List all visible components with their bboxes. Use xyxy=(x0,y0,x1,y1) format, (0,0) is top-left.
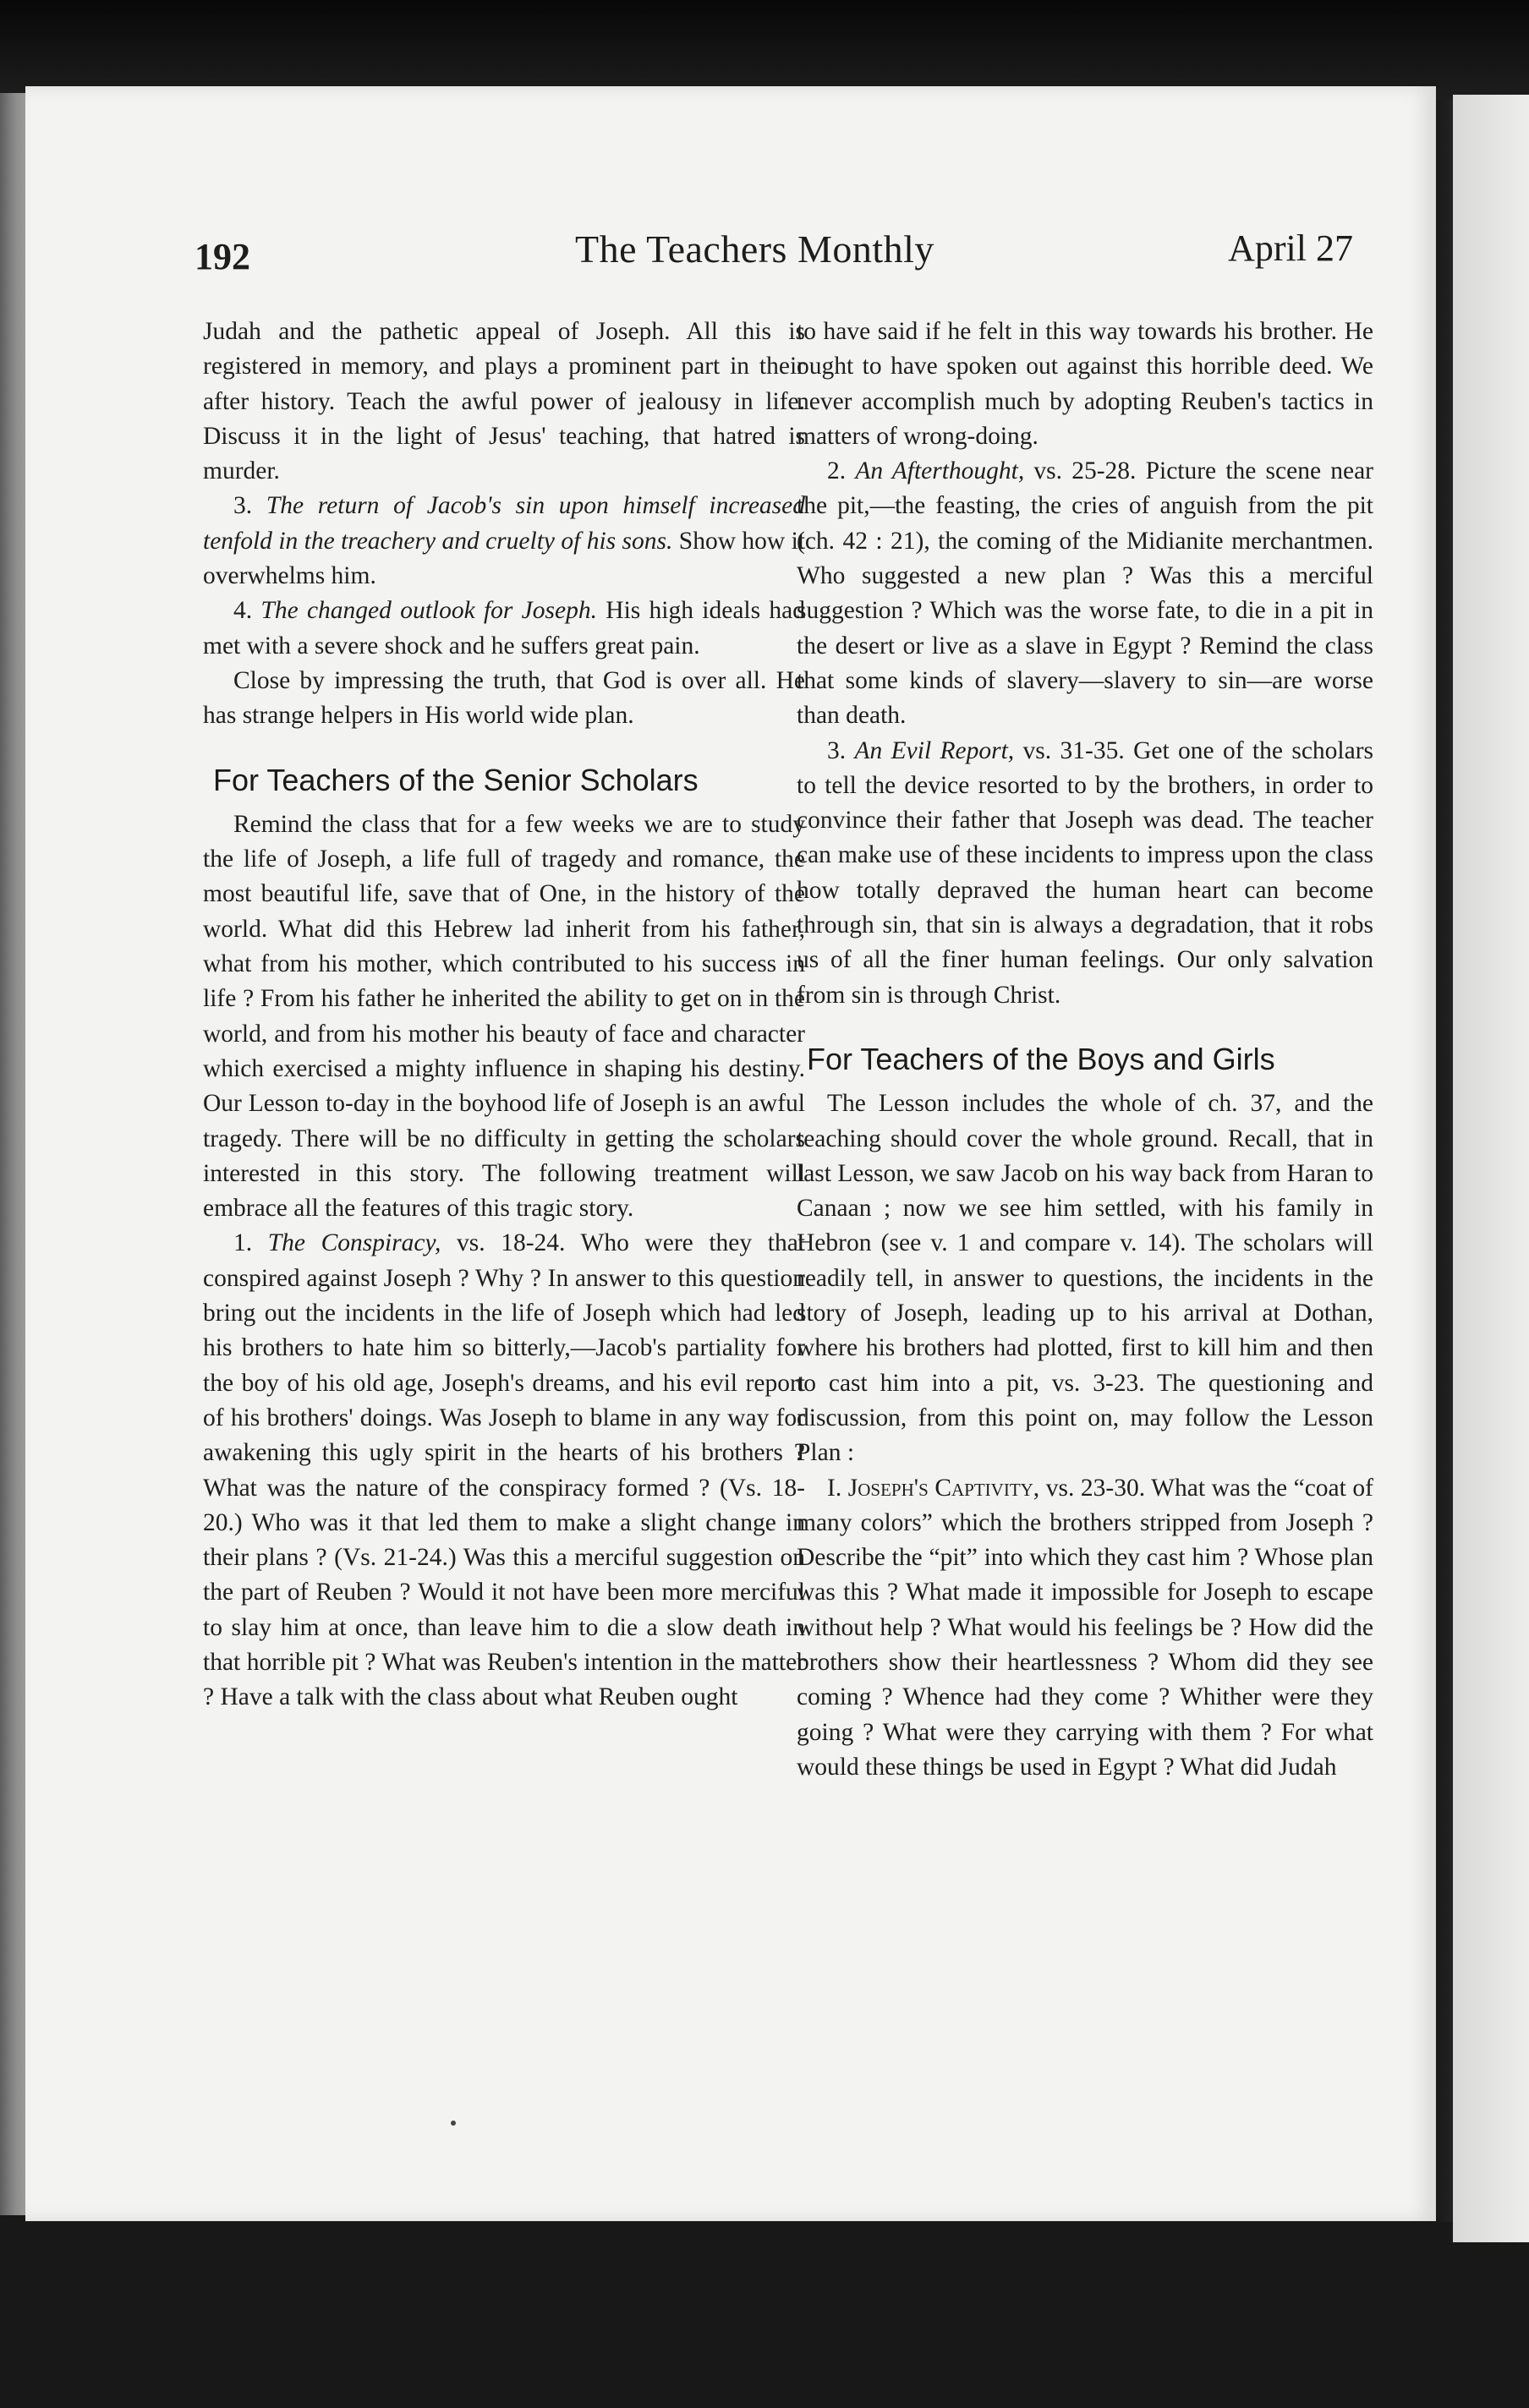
item-text: Show how it overwhelms him. xyxy=(203,527,805,590)
item-text: vs. 18-24. Who were they that conspired against Joseph ? Why ? In answer to this question bring out the incidents in the life of Joseph which had led his brothers to hate him so bitterly,—Jacob's partiality for the boy of his old age, Joseph's dreams, and his evil report of his brothers' doings. Was Joseph to blame in any way for awakening this ugly spirit in the hearts of his brothers ? What was the nature of the conspiracy formed ? (Vs. 18-20.) Who was it that led them to make a slight change in their plans ? (Vs. 21-24.) Was this a merciful suggestion on the part of Reuben ? Would it not have been more merciful to slay him at once, than leave him to die a slow death in that horrible pit ? What was Reuben's intention in the matter ? Have a talk with the class about what Reuben ought xyxy=(203,1229,805,1711)
section-heading-senior-scholars: For Teachers of the Senior Scholars xyxy=(213,762,699,797)
item-text: vs. 31-35. Get one of the scholars to tell the device resorted to by the brothers, in order to convince their father that Joseph was dead. The teacher can make use of these incidents to impress upon the class how totally depraved the human heart can become through sin, that sin is always a degradation, that it robs us of all the finer human feelings. Our only salvation from sin is through Christ. xyxy=(797,736,1374,1009)
paragraph: The Lesson includes the whole of ch. 37, and the teaching should cover the whole ground. Recall, that in last Lesson, we saw Jacob on his way back from Haran to Canaan ; now we see him settled, with his family in Hebron (see v. 1 and compare v. 14). The scholars will readily tell, in answer to questions, the incidents in the story of Joseph, leading up to his arrival at Dothan, where his brothers had plotted, first to kill him and then to cast him into a pit, vs. 3-23. The questioning and discussion, from this point on, may follow the Lesson Plan : xyxy=(797,1090,1373,1467)
item-title: Joseph's Captivity, xyxy=(847,1474,1040,1502)
item-number: I. xyxy=(827,1474,842,1502)
item-text: vs. 23-30. What was the “coat of many colors” which the brothers stripped from Joseph ? Describe the “pit” into which they cast him ? Whose plan was this ? What made it impossible for Joseph to escape without help ? What would his feelings be ? How did the brothers show their heartlessness ? Whom did they see coming ? Whence had they come ? Whither were they going ? What were they carrying with them ? For what would these things be used in Egypt ? What did Judah xyxy=(797,1474,1373,1781)
paragraph: Judah and the pathetic appeal of Joseph. All this is registered in memory, and plays a prominent part in their after history. Teach the awful power of jealousy in life. Discuss it in the light of Jesus' teaching, that hatred is murder. xyxy=(203,318,805,485)
item-number: 1. xyxy=(233,1229,253,1257)
page-header xyxy=(195,227,1353,294)
paragraph xyxy=(797,734,1373,1013)
item-title: The Conspiracy, xyxy=(267,1229,441,1257)
scan-bottom-margin xyxy=(0,2215,1529,2408)
item-title: An Evil Report, xyxy=(854,736,1015,764)
paragraph xyxy=(203,594,805,664)
paragraph: to have said if he felt in this way towards his brother. He ought to have spoken out against this horrible deed. We never accomplish much by adopting Reuben's tactics in matters of wrong-doing. xyxy=(797,318,1373,450)
section-heading-boys-and-girls: For Teachers of the Boys and Girls xyxy=(807,1041,1275,1076)
issue-date: April 27 xyxy=(1228,227,1353,269)
paragraph xyxy=(797,454,1373,733)
item-title: The return of Jacob's sin upon himself increased tenfold in the treachery and cruelty of his sons. xyxy=(203,492,806,555)
running-title: The Teachers Monthly xyxy=(575,227,934,271)
item-number: 3. xyxy=(827,736,847,764)
item-number: 2. xyxy=(827,457,847,485)
item-title: An Afterthought, xyxy=(855,457,1025,485)
item-number: 4. xyxy=(233,597,253,625)
page-number: 192 xyxy=(195,236,250,277)
next-page-edge xyxy=(1453,95,1529,2242)
paragraph xyxy=(203,489,805,594)
item-text: vs. 25-28. Picture the scene near the pit,—the feasting, the cries of anguish from the pit (ch. 42 : 21), the coming of the Midianite merchantmen. Who suggested a new plan ? Was this a merciful suggestion ? Which was the worse fate, to die in a pit in the desert or live as a slave in Egypt ? Remind the class that some kinds of slavery—slavery to sin—are worse than death. xyxy=(797,457,1373,730)
item-number: 3. xyxy=(233,492,253,520)
paragraph xyxy=(203,1226,805,1715)
left-column xyxy=(203,315,805,1716)
right-column xyxy=(797,315,1373,1785)
paragraph: Close by impressing the truth, that God is over all. He has strange helpers in His world wide plan. xyxy=(203,666,805,730)
paragraph: Remind the class that for a few weeks we are to study the life of Joseph, a life full of tragedy and romance, the most beautiful life, save that of One, in the history of the world. What did this Hebrew lad inherit from his father, what from his mother, which contributed to his success in life ? From his father he inherited the ability to get on in the world, and from his mother his beauty of face and character which exercised a mighty influence in shaping his destiny. Our Lesson to-day in the boyhood life of Joseph is an awful tragedy. There will be no difficulty in getting the scholars interested in this story. The following treatment will embrace all the features of this tragic story. xyxy=(203,810,805,1223)
item-title: The changed outlook for Joseph. xyxy=(260,597,597,625)
paragraph xyxy=(797,1471,1373,1786)
item-text: His high ideals had met with a severe shock and he suffers great pain. xyxy=(203,597,805,659)
ink-dot xyxy=(451,2121,456,2126)
